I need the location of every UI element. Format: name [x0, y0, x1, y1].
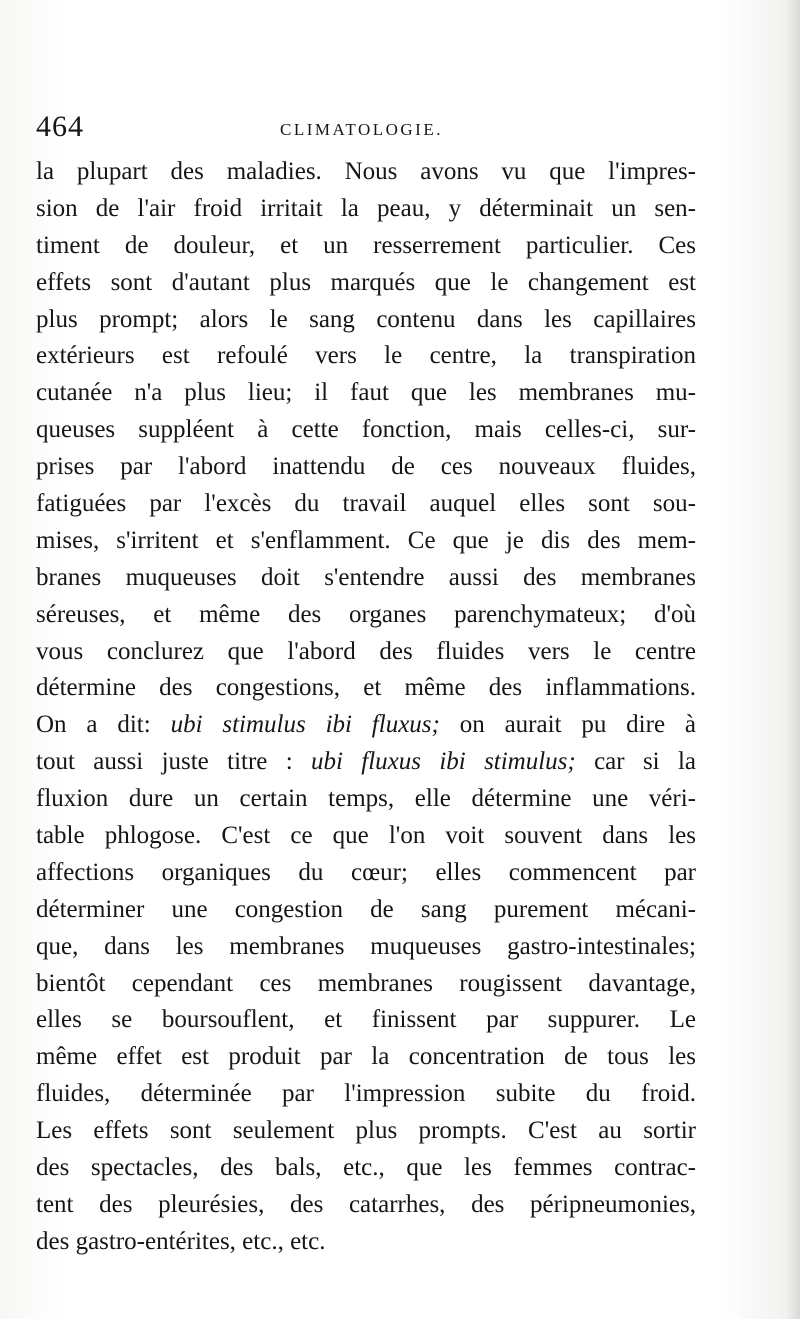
text-line: Les effets sont seulement plus prompts. C'est au sortir — [36, 1117, 696, 1145]
text-line: tent des pleurésies, des catarrhes, des péripneumonies, — [36, 1190, 696, 1218]
text-line: elles se boursouflent, et finissent par suppurer. Le — [36, 1006, 696, 1034]
text-line: cutanée n'a plus lieu; il faut que les membranes mu- — [36, 379, 696, 407]
body-text — [36, 154, 696, 1261]
text-line: timent de douleur, et un resserrement particulier. Ces — [36, 231, 696, 259]
text-line: table phlogose. C'est ce que l'on voit souvent dans les — [36, 822, 696, 850]
text-line: séreuses, et même des organes parenchymateux; d'où — [36, 600, 696, 628]
text-line: que, dans les membranes muqueuses gastro-intestinales; — [36, 932, 696, 960]
text-line: des gastro-entérites, etc., etc. — [36, 1227, 326, 1255]
text-line: des spectacles, des bals, etc., que les femmes contrac- — [36, 1154, 696, 1182]
text-line: mises, s'irritent et s'enflamment. Ce que je dis des mem- — [36, 526, 696, 554]
text-line: vous conclurez que l'abord des fluides vers le centre — [36, 637, 696, 665]
text-line: branes muqueuses doit s'entendre aussi des membranes — [36, 563, 696, 591]
text-line: sion de l'air froid irritait la peau, y déterminait un sen- — [36, 194, 696, 222]
text-line: fluxion dure un certain temps, elle détermine une véri- — [36, 785, 696, 813]
text-line: détermine des congestions, et même des inflammations. — [36, 674, 696, 702]
running-head: CLIMATOLOGIE. — [280, 120, 443, 139]
page-number: 464 — [36, 110, 84, 143]
text-line: fatiguées par l'excès du travail auquel elles sont sou- — [36, 490, 696, 518]
text-line: la plupart des maladies. Nous avons vu que l'impres- — [36, 158, 696, 185]
text-line: extérieurs est refoulé vers le centre, la transpiration — [36, 342, 696, 370]
text-line: affections organiques du cœur; elles commencent par — [36, 858, 696, 886]
text-line: même effet est produit par la concentration de tous les — [36, 1043, 696, 1071]
text-line: queuses suppléent à cette fonction, mais celles-ci, sur- — [36, 416, 696, 444]
text-line: fluides, déterminée par l'impression subite du froid. — [36, 1080, 696, 1108]
text-line: prises par l'abord inattendu de ces nouveaux fluides, — [36, 453, 696, 481]
text-line: déterminer une congestion de sang purement mécani- — [36, 895, 696, 923]
latin-phrase: ubi fluxus ibi stimulus; — [311, 748, 576, 776]
text-line: effets sont d'autant plus marqués que le changement est — [36, 268, 696, 296]
text-line-italic-latin: tout aussi juste titre : ubi fluxus ibi stimulus; car si la — [36, 748, 696, 776]
text-line: plus prompt; alors le sang contenu dans les capillaires — [36, 305, 696, 333]
page-header — [36, 108, 696, 152]
page-gutter-shadow — [786, 0, 800, 1319]
text-line: bientôt cependant ces membranes rougissent davantage, — [36, 969, 696, 997]
text-line-italic-latin: On a dit: ubi stimulus ibi fluxus; on aurait pu dire à — [36, 711, 697, 739]
latin-phrase: ubi stimulus ibi fluxus; — [170, 711, 440, 739]
